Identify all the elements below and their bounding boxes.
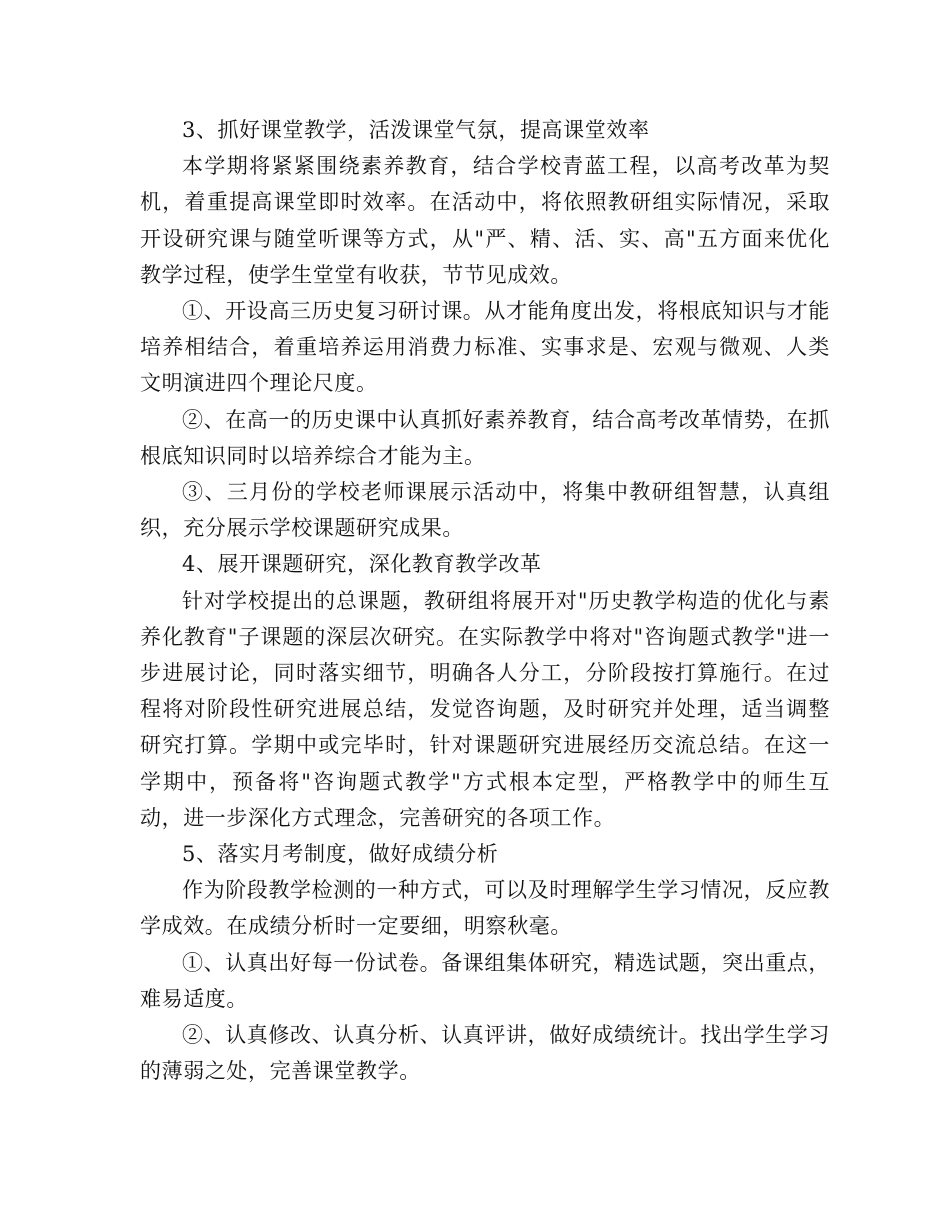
document-body xyxy=(140,112,830,1089)
section-heading-5: 5、落实月考制度，做好成绩分析 xyxy=(182,842,499,867)
paragraph: 作为阶段教学检测的一种方式，可以及时理解学生学习情况，反应教学成效。在成绩分析时一定要细，明察秋毫。 xyxy=(140,878,830,939)
paragraph: 本学期将紧紧围绕素养教育，结合学校青蓝工程，以高考改革为契机，着重提高课堂即时效率。在活动中，将依照教研组实际情况，采取开设研究课与随堂听课等方式，从"严、精、活、实、高"五方面来优化教学过程，使学生堂堂有收获，节节见成效。 xyxy=(140,154,830,287)
section-heading-3: 3、抓好课堂教学，活泼课堂气氛，提高课堂效率 xyxy=(182,118,650,142)
section-heading-4: 4、展开课题研究，深化教育教学改革 xyxy=(182,552,542,577)
list-item-paragraph: ②、在高一的历史课中认真抓好素养教育，结合高考改革情势，在抓根底知识同时以培养综合才能为主。 xyxy=(140,407,830,468)
paragraph: 针对学校提出的总课题，教研组将展开对"历史教学构造的优化与素养化教育"子课题的深层次研究。在实际教学中将对"咨询题式教学"进一步进展讨论，同时落实细节，明确各人分工，分阶段按打算施行。在过程将对阶段性研究进展总结，发觉咨询题，及时研究并处理，适当调整研究打算。学期中或完毕时，针对课题研究进展经历交流总结。在这一学期中，预备将"咨询题式教学"方式根本定型，严格教学中的师生互动，进一步深化方式理念，完善研究的各项工作。 xyxy=(140,588,830,830)
list-item-paragraph: ①、开设高三历史复习研讨课。从才能角度出发，将根底知识与才能培养相结合，着重培养运用消费力标准、实事求是、宏观与微观、人类文明演进四个理论尺度。 xyxy=(140,299,830,396)
list-item-paragraph: ③、三月份的学校老师课展示活动中，将集中教研组智慧，认真组织，充分展示学校课题研究成果。 xyxy=(140,480,830,541)
list-item-paragraph: ①、认真出好每一份试卷。备课组集体研究，精选试题，突出重点，难易适度。 xyxy=(140,950,830,1011)
list-item-paragraph: ②、认真修改、认真分析、认真评讲，做好成绩统计。找出学生学习的薄弱之处，完善课堂教学。 xyxy=(140,1023,830,1084)
